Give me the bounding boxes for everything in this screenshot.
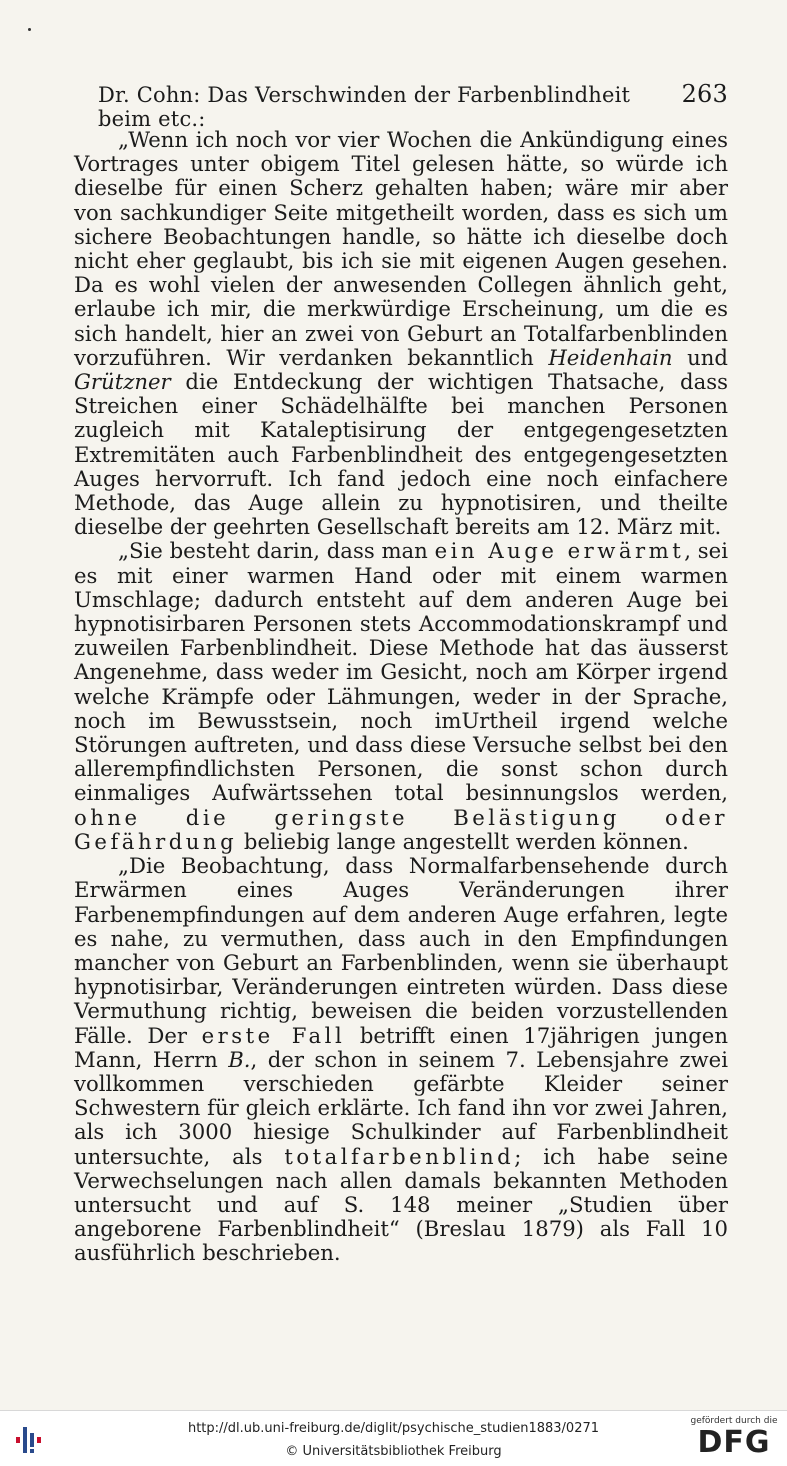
digital-library-footer bbox=[0, 1410, 787, 1466]
person-name: B. bbox=[228, 1046, 251, 1072]
emphasis-spaced: totalfarbenblind bbox=[284, 1143, 515, 1169]
funder-caption: gefördert durch die bbox=[690, 1416, 778, 1426]
text-run: und bbox=[687, 344, 728, 370]
emphasis-spaced: erste Fall bbox=[201, 1022, 346, 1048]
paragraph-2 bbox=[74, 539, 728, 854]
text-run: „Sie besteht darin, dass man bbox=[118, 538, 428, 564]
scan-speck bbox=[28, 28, 31, 31]
author-name: Heidenhain bbox=[548, 344, 673, 370]
text-run: „Wenn ich noch vor vier Wochen die Ankündigung eines Vortrages unter obigem Titel gelesen hätte, so würde ich dieselbe für einen Scherz gehalten haben; wäre mir aber von sachkundiger Seite mitgetheilt worden, dass es sich um sichere Beobachtungen handle, so hätte ich dieselbe doch nicht eher geglaubt, bis ich sie mit eigenen Augen gesehen. Da es wohl vielen der anwesenden Collegen ähnlich geht, erlaube ich mir, die merkwürdige Erscheinung, um die es sich handelt, hier an zwei von Geburt an Totalfarbenblinden vorzuführen. Wir verdanken bekanntlich bbox=[74, 127, 728, 370]
emphasis-spaced: ohne die geringste Belästigung oder Gefährdung bbox=[74, 804, 728, 854]
dfg-logo bbox=[689, 1416, 779, 1462]
page-number: 263 bbox=[681, 80, 728, 108]
text-run: betrifft einen 17jährigen jungen Mann, Herrn bbox=[74, 1022, 728, 1072]
funder-logo-text: DFG bbox=[697, 1425, 771, 1460]
copyright-notice: © Universitätsbibliothek Freiburg bbox=[285, 1444, 502, 1459]
running-header bbox=[98, 80, 728, 131]
paragraph-3 bbox=[74, 854, 728, 1265]
text-run: ; ich habe seine Verwechselungen nach allen damals bekannten Methoden untersucht und auf S. 148 meiner „Studien über angeborene Farbenblindheit“ (Breslau 1879) als Fall 10 ausführlich beschrieben. bbox=[74, 1143, 728, 1266]
text-run: „Die Beobachtung, dass Normalfarbensehende durch Erwärmen eines Auges Veränderungen ihrer Farbenempfindungen auf dem anderen Auge erfahren, legte es nahe, zu vermuthen, dass auch in den Empfindungen mancher von Geburt an Farbenblinden, wenn sie überhaupt hypnotisirbar, Veränderungen eintreten würden. Dass diese Vermuthung richtig, beweisen die beiden vorzustellenden Fälle. Der bbox=[74, 853, 728, 1048]
page-url[interactable]: http://dl.ub.uni-freiburg.de/diglit/psychische_studien1883/0271 bbox=[187, 1421, 600, 1436]
text-run: beliebig lange angestellt werden können. bbox=[243, 828, 689, 854]
body-text bbox=[74, 128, 728, 1266]
text-run: die Entdeckung der wichtigen Thatsache, dass Streichen einer Schädelhälfte bei manchen Personen zugleich mit Kataleptisirung der entgegengesetzten Extremitäten auch Farbenblindheit des entgegengesetzten Auges hervorruft. Ich fand jedoch eine noch einfachere Methode, das Auge allein zu hypnotisiren, und theilte dieselbe der geehrten Gesellschaft bereits am 12. März mit. bbox=[74, 369, 728, 540]
running-title: Dr. Cohn: Das Verschwinden der Farbenblindheit beim etc.: bbox=[98, 83, 631, 131]
emphasis-spaced: ein Auge erwärmt bbox=[434, 538, 685, 564]
author-name: Grützner bbox=[74, 369, 171, 395]
text-run: , der schon in seinem 7. Lebensjahre zwei vollkommen verschieden gefärbte Kleider seiner Schwestern für gleich erklärte. Ich fand ihn vor zwei Jahren, als ich 3000 hiesige Schulkinder auf Farbenblindheit untersuchte, als bbox=[74, 1046, 728, 1169]
text-run: , sei es mit einer warmen Hand oder mit einem warmen Umschlage; dadurch entsteht auf dem anderen Auge bei hypnotisirbaren Personen stets Accommodationskrampf und zuweilen Farbenblindheit. Diese Methode hat das äusserst Angenehme, dass weder im Gesicht, noch am Körper irgend welche Krämpfe oder Lähmungen, weder in der Sprache, noch im Bewusstsein, noch imUrtheil irgend welche Störungen auftreten, und dass diese Versuche selbst bei den allerempfindlichsten Personen, die sonst schon durch einmaliges Aufwärtssehen total besinnungslos werden, bbox=[74, 538, 728, 806]
paragraph-1 bbox=[74, 128, 728, 539]
